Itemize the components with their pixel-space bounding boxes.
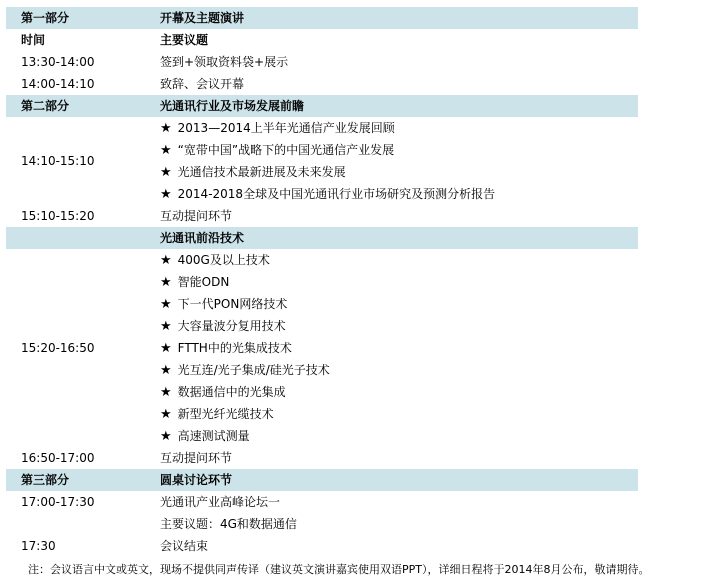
- topic-cell: 互动提问环节: [160, 209, 233, 223]
- star-icon: ★: [160, 363, 172, 378]
- table-row: [6, 513, 638, 535]
- star-icon: ★: [160, 407, 172, 422]
- topic-cell: 主要议题：4G和数据通信: [160, 517, 297, 531]
- star-icon: ★: [160, 187, 172, 202]
- list-item: ★ FTTH中的光集成技术: [160, 341, 292, 356]
- time-cell: 14:10-15:10: [21, 154, 95, 168]
- list-item: ★ 400G及以上技术: [160, 253, 270, 268]
- topic-cell: 互动提问环节: [160, 451, 233, 465]
- time-cell: 15:20-16:50: [21, 341, 95, 355]
- table-row: [6, 535, 638, 557]
- section-row-tech: [6, 227, 638, 249]
- footnote: 注：会议语言中文或英文，现场不提供同声传译（建议英文演讲嘉宾使用双语PPT），详细日程将于2014年8月公布，敬请期待。: [28, 563, 650, 576]
- topic-cell: 致辞、会议开幕: [160, 77, 245, 91]
- header-topic: 主要议题: [160, 33, 209, 47]
- section-part-label: 第二部分: [6, 95, 148, 117]
- topic-cell: 光通讯产业高峰论坛一: [160, 495, 281, 509]
- star-icon: ★: [160, 385, 172, 400]
- section-row-3: [6, 469, 638, 491]
- section-part-label: 第三部分: [6, 469, 148, 491]
- table-row: [6, 491, 638, 513]
- header-time: 时间: [21, 33, 46, 47]
- section-part-label: [6, 227, 148, 249]
- list-item: ★ 下一代PON网络技术: [160, 297, 288, 312]
- time-cell: 13:30-14:00: [21, 55, 95, 69]
- time-cell: 14:00-14:10: [21, 77, 95, 91]
- table-row: [6, 73, 638, 95]
- star-icon: ★: [160, 165, 172, 180]
- list-item: ★ 光互连/光子集成/硅光子技术: [160, 363, 330, 378]
- topic-list: [148, 117, 638, 205]
- list-item: ★ 新型光纤光缆技术: [160, 407, 274, 422]
- time-cell: 15:10-15:20: [21, 209, 95, 223]
- list-item: ★ 光通信技术最新进展及未来发展: [160, 165, 346, 180]
- agenda-table: [6, 7, 638, 557]
- topic-cell: 会议结束: [160, 539, 209, 553]
- star-icon: ★: [160, 275, 172, 290]
- list-item: ★ 2014-2018全球及中国光通讯行业市场研究及预测分析报告: [160, 187, 496, 202]
- list-item: ★ 高速测试测量: [160, 429, 250, 444]
- time-cell: 17:30: [21, 539, 56, 553]
- section-title: 光通讯行业及市场发展前瞻: [148, 95, 638, 117]
- table-row: [6, 447, 638, 469]
- star-icon: ★: [160, 429, 172, 444]
- header-row: [6, 29, 638, 51]
- time-cell: 17:00-17:30: [21, 495, 95, 509]
- section-row-2: [6, 95, 638, 117]
- topic-cell: 签到+领取资料袋+展示: [160, 55, 289, 69]
- section-title: 光通讯前沿技术: [148, 227, 638, 249]
- star-icon: ★: [160, 319, 172, 334]
- table-row: [6, 249, 638, 447]
- table-row: [6, 51, 638, 73]
- star-icon: ★: [160, 341, 172, 356]
- list-item: ★ 数据通信中的光集成: [160, 385, 286, 400]
- topic-list: [148, 249, 638, 447]
- star-icon: ★: [160, 253, 172, 268]
- list-item: ★ 2013—2014上半年光通信产业发展回顾: [160, 121, 395, 136]
- section-part-label: 第一部分: [6, 7, 148, 29]
- section-title: 开幕及主题演讲: [148, 7, 638, 29]
- list-item: ★ “宽带中国”战略下的中国光通信产业发展: [160, 143, 395, 158]
- section-title: 圆桌讨论环节: [148, 469, 638, 491]
- table-row: [6, 117, 638, 205]
- time-cell: 16:50-17:00: [21, 451, 95, 465]
- table-row: [6, 205, 638, 227]
- section-row-1: [6, 7, 638, 29]
- star-icon: ★: [160, 121, 172, 136]
- star-icon: ★: [160, 297, 172, 312]
- list-item: ★ 智能ODN: [160, 275, 230, 290]
- star-icon: ★: [160, 143, 172, 158]
- list-item: ★ 大容量波分复用技术: [160, 319, 286, 334]
